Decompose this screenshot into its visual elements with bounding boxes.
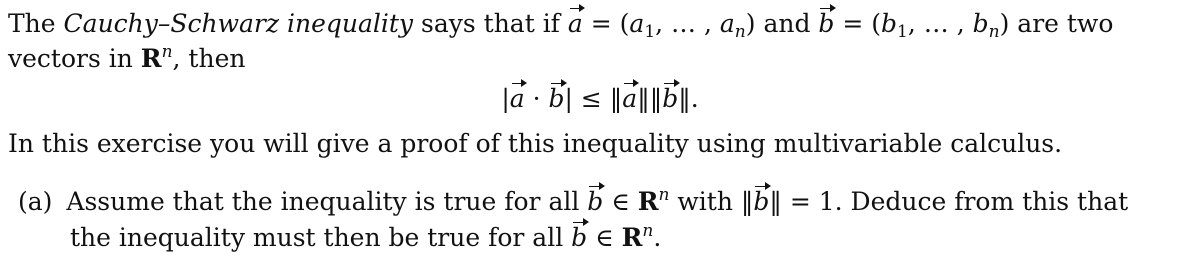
vector-b: b <box>587 187 604 216</box>
exercise-statement: In this exercise you will give a proof of this inequality using multivariable calculus. <box>8 129 1063 158</box>
part-a-text: the inequality must then be true for all <box>70 223 572 252</box>
part-a-line-1: (a) Assume that the inequality is true for all b ∈ $R^n$ with ‖b‖ = 1. Deduce from this that <box>18 185 1129 216</box>
display-equation: |a · b| ≤ ‖a‖‖b‖. <box>501 84 699 113</box>
intro-line-2: vectors in $R^n$, then <box>8 42 246 73</box>
vector-b: b <box>818 9 835 38</box>
theorem-name: Cauchy–Schwarz inequality <box>63 9 414 38</box>
part-a-text: = 1. Deduce from this that <box>781 187 1129 216</box>
vector-a: a <box>567 9 583 38</box>
intro-text: and <box>755 9 819 38</box>
intro-text: vectors in <box>8 44 141 73</box>
vector-b: b <box>571 223 588 252</box>
intro-text: , then <box>172 44 246 73</box>
intro-text: are two <box>1009 9 1114 38</box>
part-a-text: Assume that the inequality is true for all <box>66 187 588 216</box>
part-a-text: with <box>669 187 741 216</box>
part-a-line-2: the inequality must then be true for all b ∈ $R^n$. <box>70 221 662 252</box>
intro-text: says that if <box>413 9 568 38</box>
intro-line-1: The Cauchy–Schwarz inequality says that if $a = (a_1$, … , $a_n$) and $b = (b_1$, … , $b_n$) are two <box>8 9 1114 42</box>
real-space-symbol: R <box>140 44 162 73</box>
part-a-label: (a) <box>18 187 53 216</box>
intro-text: The <box>8 9 64 38</box>
